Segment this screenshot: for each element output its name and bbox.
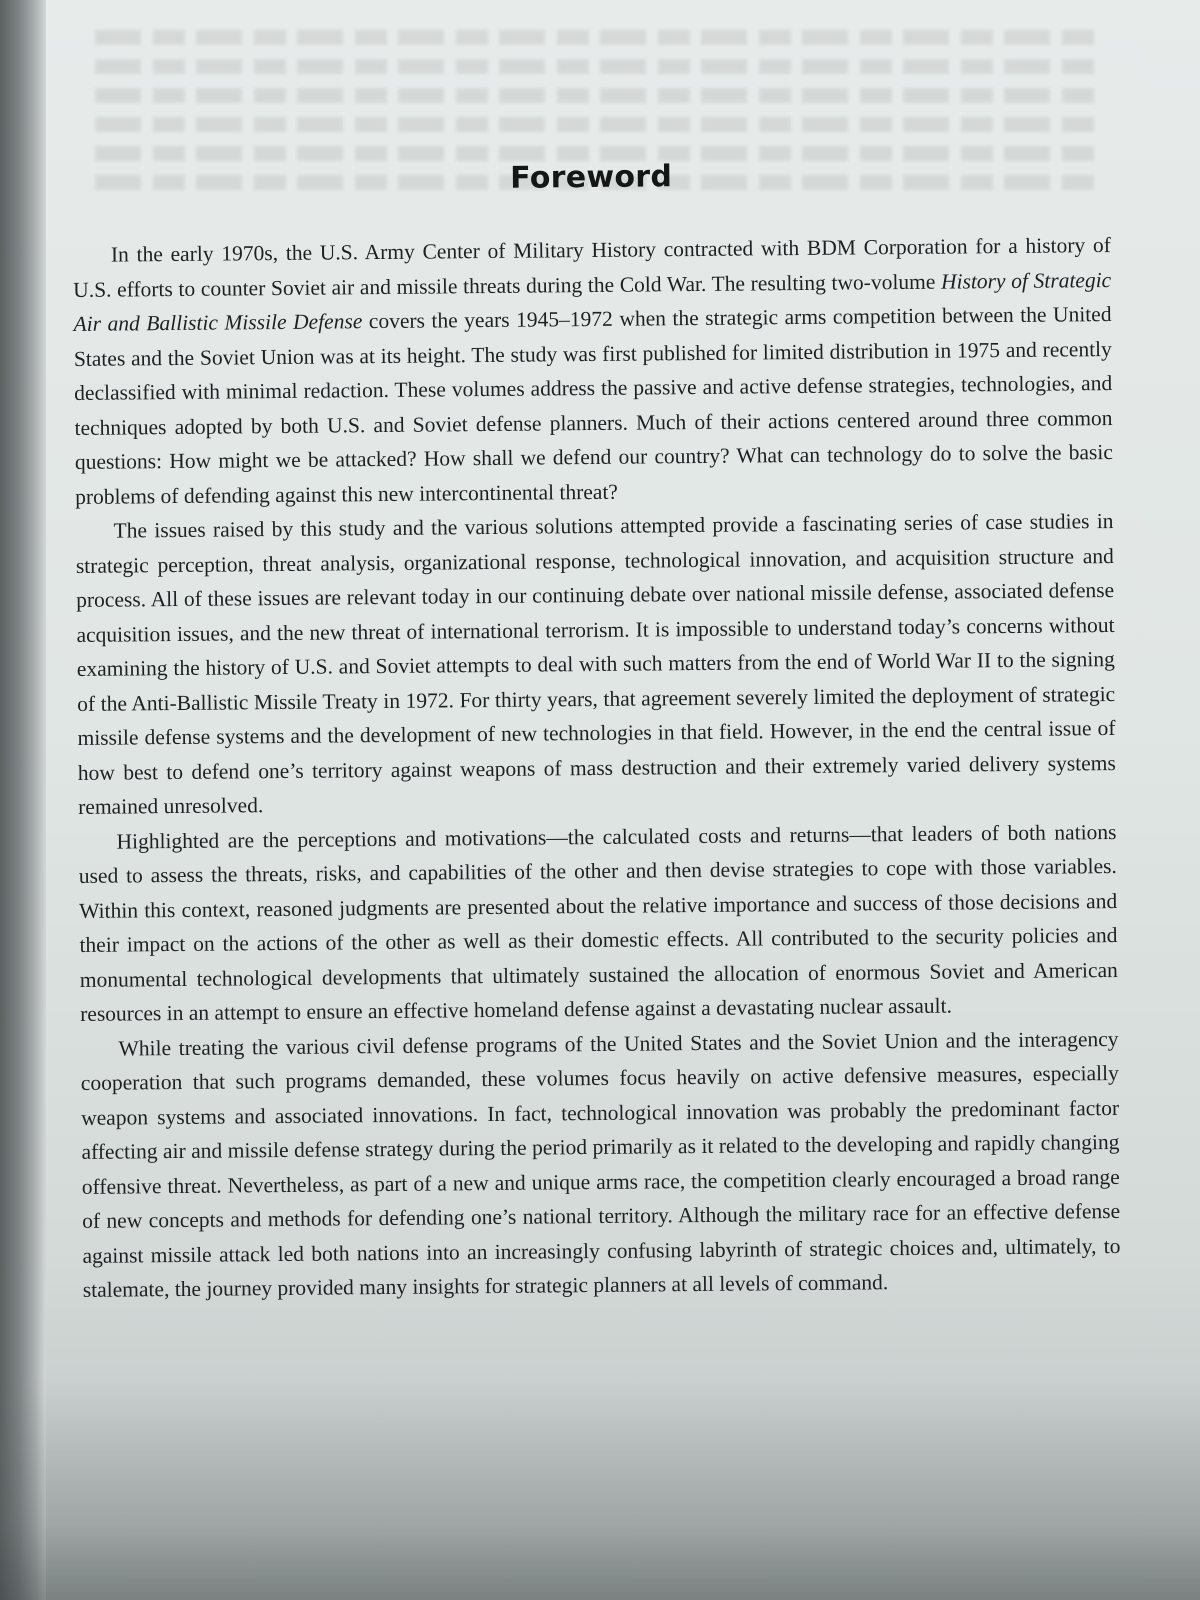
foreword-content bbox=[72, 155, 1121, 1307]
book-title-italic: History of Strategic Air and Ballistic Missile Defense bbox=[73, 267, 1112, 336]
paragraph-3-text: Highlighted are the perceptions and motivations—the calculated costs and returns—that leaders of both nations used to assess the threats, risks, and capabilities of the other and then devise strategies to cope with those variables. Within this context, reasoned judgments are presented about the relative importance and success of those decisions and their impact on the actions of the other as well as their domestic effects. All contributed to the security policies and monumental technological developments that ultimately sustained the allocation of enormous Soviet and American resources in an attempt to ensure an effective homeland defense against a devastating nuclear assault. bbox=[78, 819, 1118, 1026]
book-spine-shadow bbox=[0, 0, 46, 1600]
paragraph-2-text: The issues raised by this study and the various solutions attempted provide a fascinating series of case studies in strategic perception, threat analysis, organizational response, technological innovation, and acquisition structure and process. All of these issues are relevant today in our continuing debate over national missile defense, associated defense acquisition issues, and the new threat of international terrorism. It is impossible to understand today’s concerns without examining the history of U.S. and Soviet attempts to deal with such matters from the end of World War II to the signing of the Anti-Ballistic Missile Treaty in 1972. For thirty years, that agreement severely limited the deployment of strategic missile defense systems and the development of new technologies in that field. However, in the end the central issue of how best to defend one’s territory against weapons of mass destruction and their extremely varied delivery systems remained unresolved. bbox=[75, 509, 1116, 819]
paragraph-1-text-a: In the early 1970s, the U.S. Army Center of Military History contracted with BDM Corporation for a history of U.S. efforts to counter Soviet air and missile threats during the Cold War. The resulting two-volume bbox=[73, 233, 1111, 302]
page-title: Foreword bbox=[509, 159, 673, 196]
paragraph-4 bbox=[80, 1021, 1121, 1307]
paragraph-1 bbox=[73, 228, 1114, 514]
bottom-shadow bbox=[0, 1380, 1200, 1600]
paragraph-1-text-b: covers the years 1945–1972 when the strategic arms competition between the United States and the Soviet Union was at its height. The study was first published for limited distribution in 1975 and recently declassified with minimal redaction. These volumes address the passive and active defense strategies, technologies, and techniques adopted by both U.S. and Soviet defense planners. Much of their actions centered around three common questions: How might we be attacked? How shall we defend our country? What can technology do to solve the basic problems of defending against this new intercontinental threat? bbox=[73, 302, 1113, 509]
paragraph-3 bbox=[78, 814, 1118, 1031]
paragraph-2 bbox=[75, 504, 1116, 824]
paragraph-4-text: While treating the various civil defense programs of the United States and the Soviet Union and the interagency cooperation that such programs demanded, these volumes focus heavily on active defensive measures, especially weapon systems and associated innovations. In fact, technological innovation was probably the predominant factor affecting air and missile defense strategy during the period primarily as it related to the developing and rapidly changing offensive threat. Nevertheless, as part of a new and unique arms race, the competition clearly encouraged a broad range of new concepts and methods for defending one’s national territory. Although the military race for an effective defense against missile attack led both nations into an increasingly confusing labyrinth of strategic choices and, ultimately, to stalemate, the journey provided many insights for strategic planners at all levels of command. bbox=[80, 1026, 1121, 1302]
